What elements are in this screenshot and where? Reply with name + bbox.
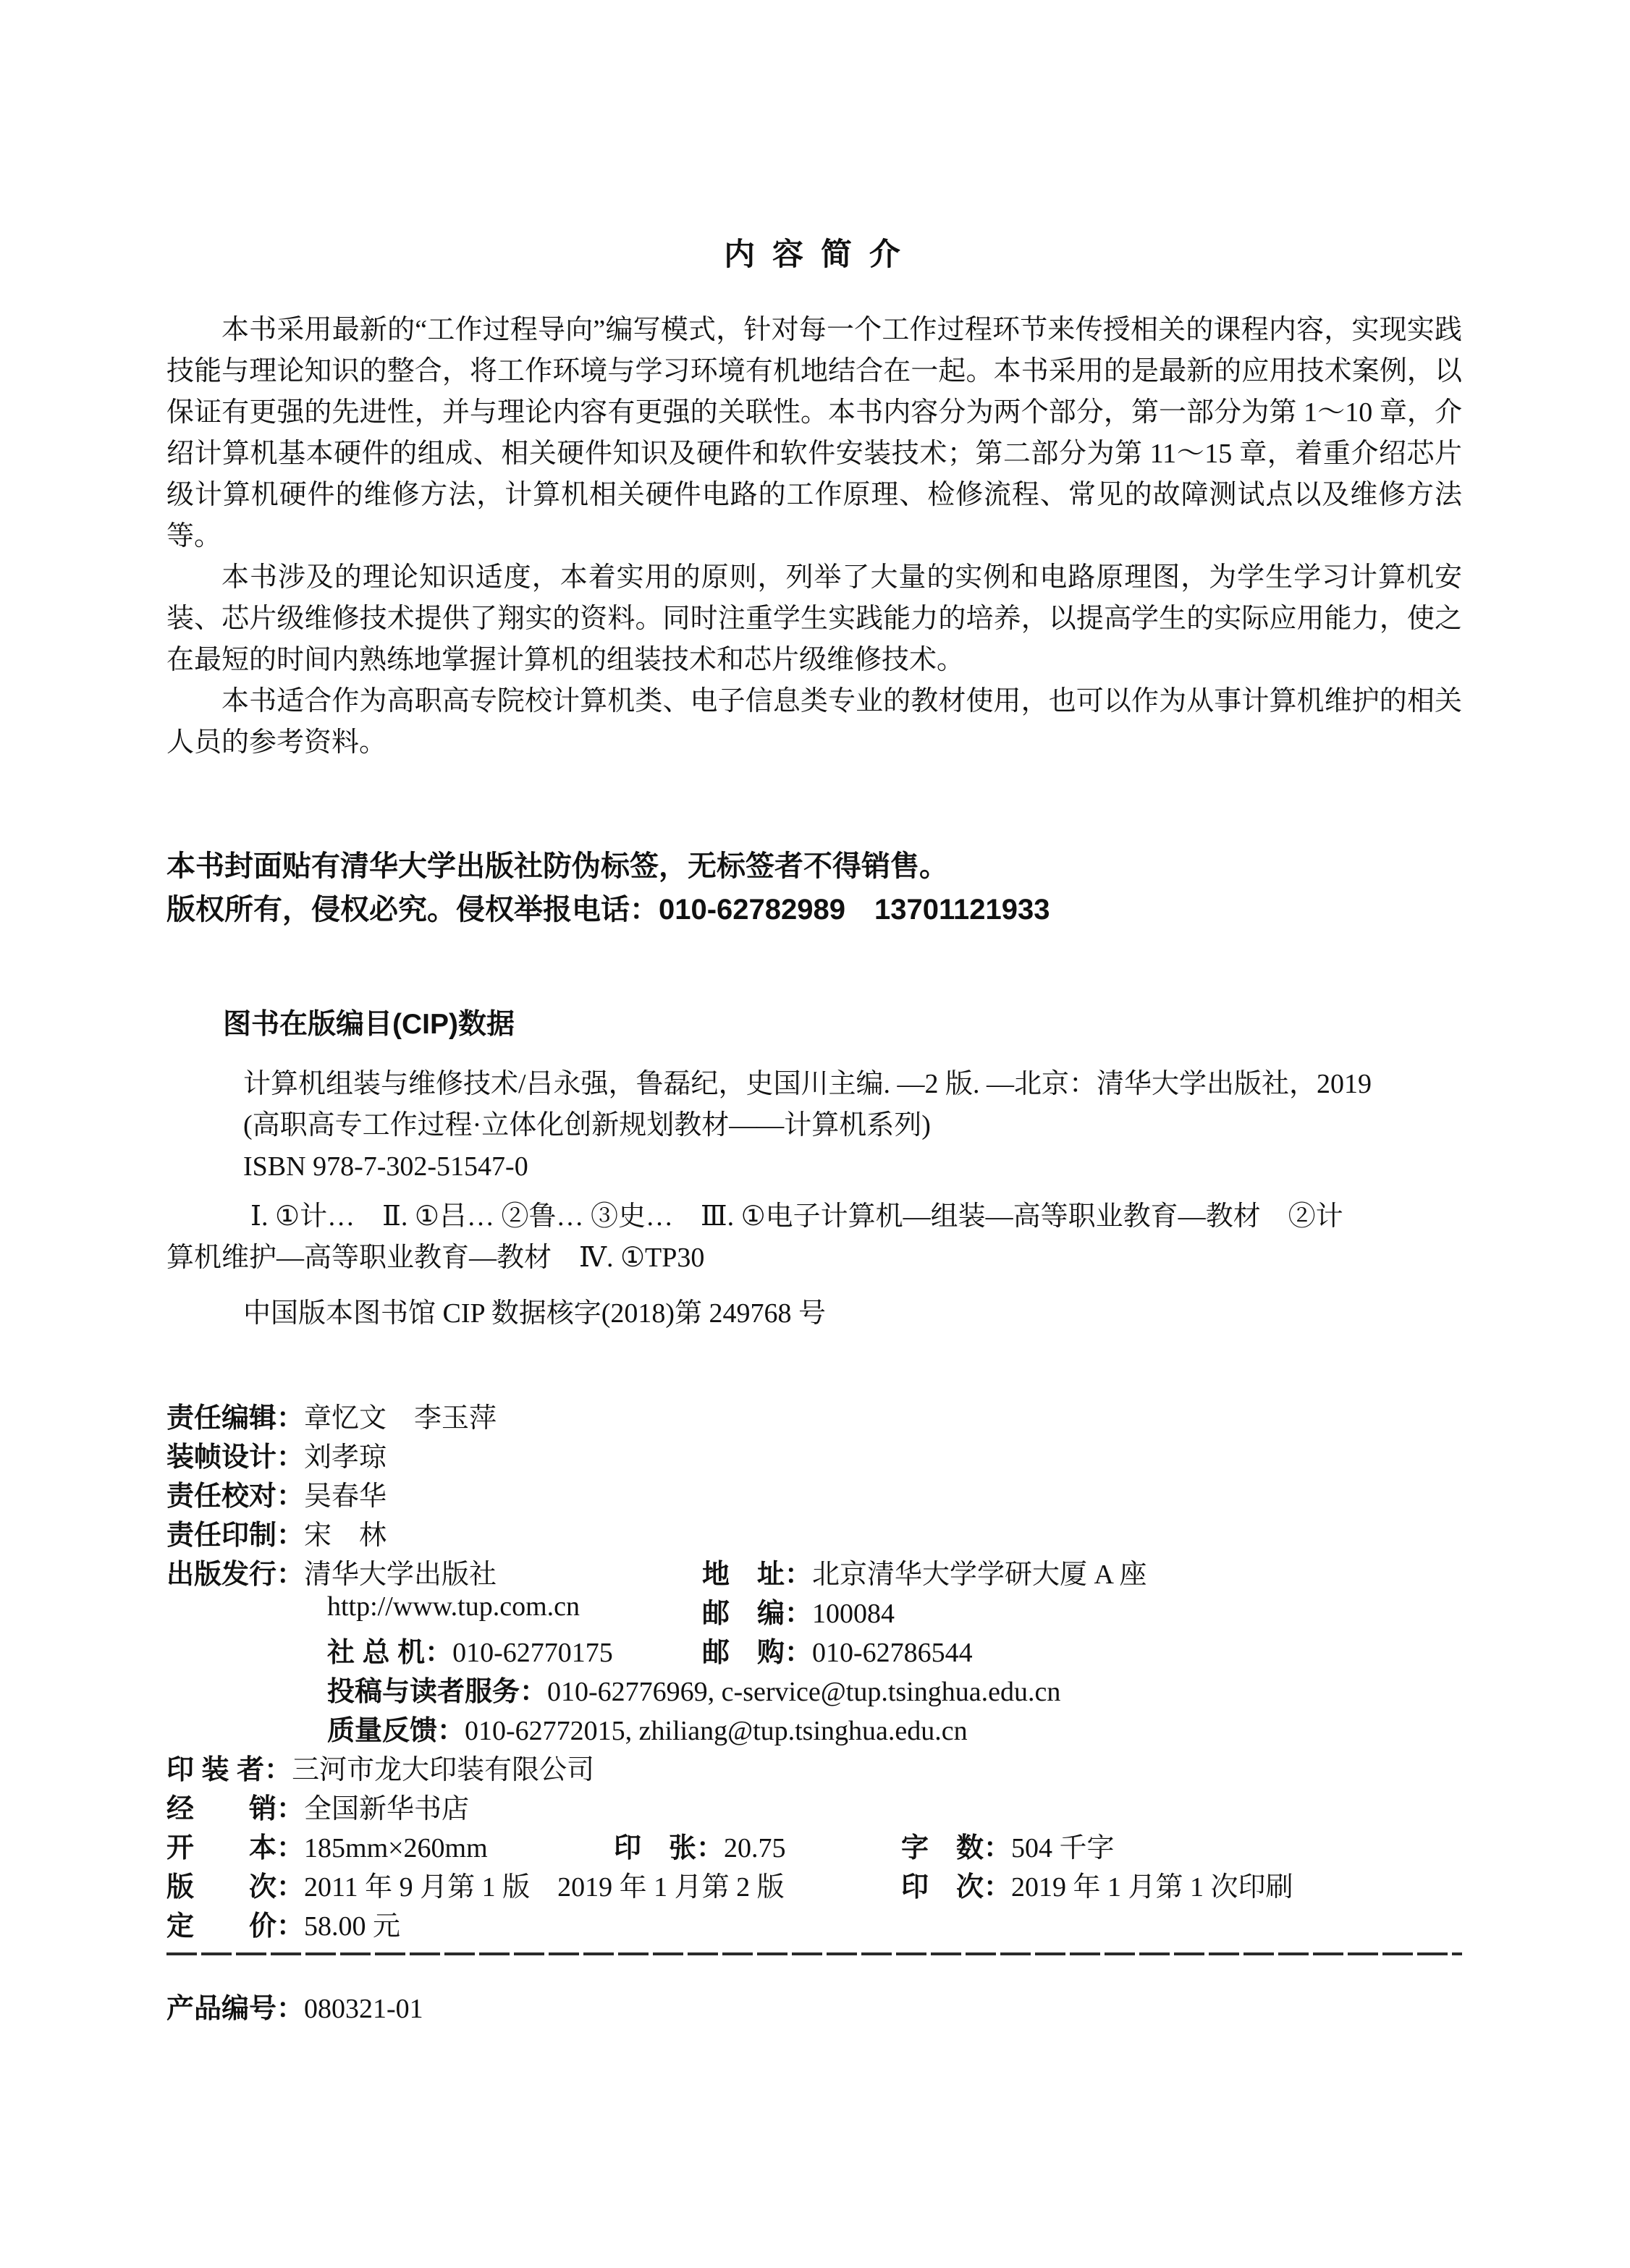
publishing-section <box>166 1552 1462 1942</box>
format-label: 开 本： <box>166 1833 305 1863</box>
quality-feedback-row <box>166 1708 1462 1747</box>
edition-row <box>166 1864 1462 1903</box>
designer-value: 刘孝琼 <box>304 1442 387 1473</box>
separator-line <box>166 1952 1462 1955</box>
editor-label: 责任编辑： <box>166 1403 305 1434</box>
product-number-label: 产品编号： <box>166 1994 305 2024</box>
switchboard-label: 社 总 机： <box>327 1638 453 1668</box>
cip-series-line: (高职高专工作过程·立体化创新规划教材——计算机系列) <box>243 1110 931 1141</box>
copyright-page <box>166 0 1462 2025</box>
quality-feedback-value: 010-62772015, zhiliang@tup.tsinghua.edu.cn <box>465 1716 968 1746</box>
reader-service-value: 010-62776969, c-service@tup.tsinghua.edu.cn <box>547 1677 1061 1707</box>
proofreader-label: 责任校对： <box>166 1481 305 1512</box>
words-label: 字 数： <box>901 1833 1012 1863</box>
price-label: 定 价： <box>166 1911 305 1942</box>
editor-value: 章忆文 李玉萍 <box>304 1403 497 1434</box>
price-value: 58.00 元 <box>304 1911 401 1942</box>
edition-label: 版 次： <box>166 1872 305 1903</box>
cip-header: 图书在版编目(CIP)数据 <box>223 1009 515 1040</box>
product-number-value: 080321-01 <box>304 1994 423 2024</box>
staff-row-proofreader <box>166 1473 1462 1512</box>
reader-service-row <box>166 1669 1462 1708</box>
reader-service-label: 投稿与读者服务： <box>327 1677 548 1707</box>
zip-label: 邮 编： <box>702 1599 813 1629</box>
distributor-label: 经 销： <box>166 1794 305 1824</box>
intro-paragraph-3: 本书适合作为高职高专院校计算机类、电子信息类专业的教材使用，也可以作为从事计算机维护的相关人员的参考资料。 <box>166 686 1462 758</box>
intro-section <box>166 310 1462 763</box>
intro-paragraph-2: 本书涉及的理论知识适度，本着实用的原则，列举了大量的实例和电路原理图，为学生学习计算机安装、芯片级维修技术提供了翔实的资料。同时注重学生实践能力的培养，以提高学生的实际应用能力，使之在最短的时间内熟练地掌握计算机的组装技术和芯片级维修技术。 <box>166 562 1462 675</box>
format-value: 185mm×260mm <box>304 1833 488 1863</box>
designer-label: 装帧设计： <box>166 1442 305 1473</box>
website-row <box>166 1591 1462 1630</box>
switchboard-value: 010-62770175 <box>452 1638 613 1668</box>
switchboard-row <box>166 1630 1462 1669</box>
address-label: 地 址： <box>702 1560 813 1590</box>
staff-row-print-supervisor <box>166 1512 1462 1552</box>
cip-record-block <box>243 1064 1462 1188</box>
publisher-row <box>166 1552 1462 1591</box>
impression-value: 2019 年 1 月第 1 次印刷 <box>1011 1872 1293 1903</box>
publisher-label: 出版发行： <box>166 1560 305 1590</box>
sheets-value: 20.75 <box>724 1833 786 1863</box>
product-number-row <box>166 1986 1462 2025</box>
edition-value: 2011 年 9 月第 1 版 2019 年 1 月第 2 版 <box>304 1872 785 1903</box>
cip-registry-number: 中国版本图书馆 CIP 数据核字(2018)第 249768 号 <box>243 1298 827 1329</box>
staff-row-editor <box>166 1395 1462 1434</box>
cip-classification <box>166 1196 1462 1279</box>
mailorder-label: 邮 购： <box>702 1638 813 1668</box>
copyright-notice <box>166 845 1462 931</box>
cip-isbn: ISBN 978-7-302-51547-0 <box>243 1151 528 1182</box>
cip-classification-line1: Ⅰ. ①计… Ⅱ. ①吕… ②鲁… ③史… Ⅲ. ①电子计算机—组装—高等职业教育—教材 ②计 <box>250 1201 1343 1232</box>
print-supervisor-label: 责任印制： <box>166 1520 305 1551</box>
rights-reserved-notice: 版权所有，侵权必究。侵权举报电话：010-62782989 13701121933 <box>166 894 1050 926</box>
intro-paragraph-1: 本书采用最新的“工作过程导向”编写模式，针对每一个工作过程环节来传授相关的课程内容，实现实践技能与理论知识的整合，将工作环境与学习环境有机地结合在一起。本书采用的是最新的应用技术案例，以保证有更强的先进性，并与理论内容有更强的关联性。本书内容分为两个部分，第一部分为第 1～10 章，介绍计算机基本硬件的组成、相关硬件知识及硬件和软件安装技术；第二部分为第 11～15 章，着重介绍芯片级计算机硬件的维修方法，计算机相关硬件电路的工作原理、检修流程、常见的故障测试点以及维修方法等。 <box>166 315 1462 551</box>
printer-label: 印 装 者： <box>166 1755 292 1785</box>
format-row <box>166 1825 1462 1864</box>
zip-value: 100084 <box>812 1599 895 1629</box>
publisher-value: 清华大学出版社 <box>304 1560 497 1590</box>
staff-section <box>166 1395 1462 1552</box>
printer-row <box>166 1747 1462 1786</box>
impression-label: 印 次： <box>901 1872 1012 1903</box>
sheets-label: 印 张： <box>614 1833 725 1863</box>
print-supervisor-value: 宋 林 <box>304 1520 387 1551</box>
price-row <box>166 1903 1462 1942</box>
address-value: 北京清华大学学研大厦 A 座 <box>812 1560 1147 1590</box>
anti-counterfeit-notice: 本书封面贴有清华大学出版社防伪标签，无标签者不得销售。 <box>166 850 948 882</box>
words-value: 504 千字 <box>1011 1833 1115 1863</box>
distributor-value: 全国新华书店 <box>304 1794 470 1824</box>
mailorder-value: 010-62786544 <box>812 1638 973 1668</box>
staff-row-designer <box>166 1434 1462 1473</box>
cip-classification-line2: 算机维护—高等职业教育—教材 Ⅳ. ①TP30 <box>166 1243 705 1273</box>
publisher-website: http://www.tup.com.cn <box>327 1591 580 1622</box>
page-title: 内 容 简 介 <box>724 237 905 272</box>
printer-value: 三河市龙大印装有限公司 <box>292 1755 595 1785</box>
cip-record-line: 计算机组装与维修技术/吕永强，鲁磊纪，史国川主编. —2 版. —北京：清华大学出版社，2019 <box>243 1069 1372 1099</box>
distributor-row <box>166 1786 1462 1825</box>
quality-feedback-label: 质量反馈： <box>327 1716 465 1746</box>
proofreader-value: 吴春华 <box>304 1481 387 1512</box>
